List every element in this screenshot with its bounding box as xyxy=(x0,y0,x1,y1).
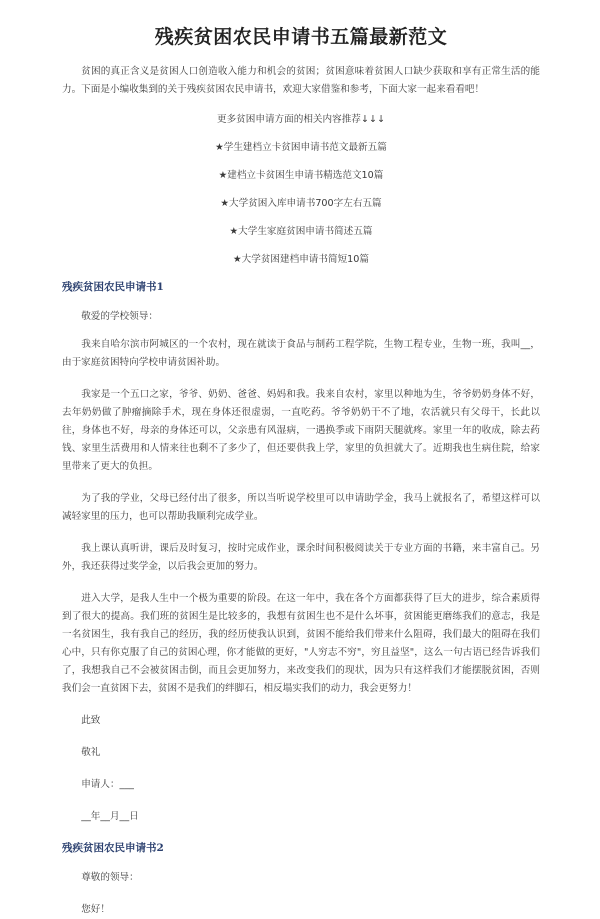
recommend-list xyxy=(62,111,540,268)
letter1-date: __年__月__日 xyxy=(81,811,139,822)
letter1-paragraph-3: 为了我的学业，父母已经付出了很多，所以当听说学校里可以申请助学金，我马上就报名了，希望这样可以减轻家里的压力，也可以帮助我顺利完成学业。 xyxy=(62,493,540,522)
recommend-link-3[interactable]: ★大学贫困入库申请书700字左右五篇 xyxy=(220,198,382,209)
recommend-header: 更多贫困申请方面的相关内容推荐↓↓↓ xyxy=(216,114,386,125)
letter1-paragraph-1: 我来自哈尔滨市阿城区的一个农村，现在就读于食品与制药工程学院，生物工程专业，生物一班，我叫__，由于家庭贫困特向学校申请贫困补助。 xyxy=(62,339,540,368)
recommend-link-1[interactable]: ★学生建档立卡贫困申请书范文最新五篇 xyxy=(215,142,387,153)
section-heading-1: 残疾贫困农民申请书1 xyxy=(62,281,164,293)
letter1-closing-1: 此致 xyxy=(81,715,101,726)
intro-paragraph: 贫困的真正含义是贫困人口创造收入能力和机会的贫困；贫困意味着贫困人口缺少获取和享有正常生活的能力。下面是小编收集到的关于残疾贫困农民申请书，欢迎大家借鉴和参考，下面大家一起来看看吧！ xyxy=(62,66,540,95)
letter1-applicant: 申请人：___ xyxy=(81,779,134,790)
letter1-paragraph-2: 我家是一个五口之家，爷爷、奶奶、爸爸、妈妈和我。我来自农村，家里以种地为生，爷爷奶奶身体不好，去年奶奶做了肿瘤摘除手术，现在身体还很虚弱，一直吃药。爷爷奶奶干不了地，农活就只有父母干，长此以往，身体也不好，母亲的身体还可以，父亲患有风湿病，一遇换季或下雨阴天腿就疼。家里一年的收成，除去药钱、家里生活费用和人情来往也剩不了多少了，但还要供我上学，家里的负担就大了。近期我也生病住院，给家里带来了更大的负担。 xyxy=(62,389,540,472)
letter1-closing-2: 敬礼 xyxy=(81,747,101,758)
recommend-link-5[interactable]: ★大学贫困建档申请书简短10篇 xyxy=(233,254,369,265)
page-title: 残疾贫困农民申请书五篇最新范文 xyxy=(154,26,448,48)
letter1-paragraph-5: 进入大学，是我人生中一个极为重要的阶段。在这一年中，我在各个方面都获得了巨大的进步，综合素质得到了很大的提高。我们班的贫困生是比较多的，我想有贫困生也不是什么坏事，贫困能更磨练我们的意志，我是一名贫困生，我有我自己的经历，我的经历使我认识到，贫困不能给我们带来什么阻碍，我们最大的阻碍在我们心中，只有你克服了自己的贫困心理，你才能做的更好，"人穷志不穷"，穷且益坚"，这么一句古语已经告诉我们了，我想我自己不会被贫困击倒，而且会更加努力，来改变我们的现状，因为只有这样我们才能摆脱贫困，否则我们会一直贫困下去，贫困不是我们的绊脚石，相反塌实我们的动力，我会更努力！ xyxy=(62,593,540,694)
letter1-paragraph-4: 我上课认真听讲，课后及时复习，按时完成作业，课余时间积极阅读关于专业方面的书籍，来丰富自己。另外，我还获得过奖学金，以后我会更加的努力。 xyxy=(62,543,540,572)
section-heading-2: 残疾贫困农民申请书2 xyxy=(62,842,164,854)
letter2-salutation: 尊敬的领导： xyxy=(81,872,139,883)
recommend-link-4[interactable]: ★大学生家庭贫困申请书简述五篇 xyxy=(229,226,373,237)
recommend-link-2[interactable]: ★建档立卡贫困生申请书精选范文10篇 xyxy=(218,170,384,181)
letter1-salutation: 敬爱的学校领导： xyxy=(81,311,158,322)
letter2-greeting: 您好！ xyxy=(81,904,110,915)
